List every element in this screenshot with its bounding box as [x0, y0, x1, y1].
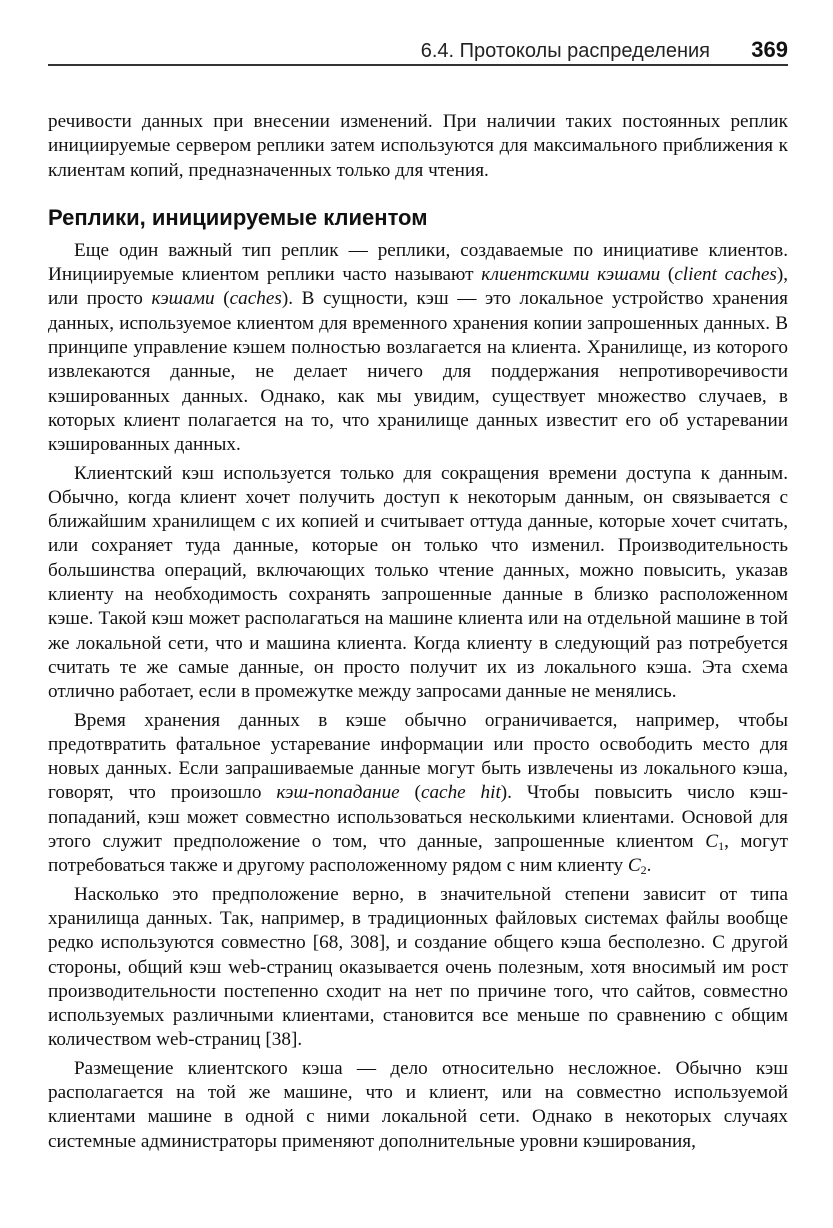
- section-title: 6.4. Протоколы распределения: [420, 40, 710, 62]
- term-italic: кэш-попадание: [276, 782, 400, 804]
- paragraph-continuation: речивости данных при внесении изменений. При наличии таких постоянных реплик инициируемые сервером реплики затем используются для максимального приближения к клиентам копий, предназначенных только для чтения.: [48, 111, 788, 181]
- section-heading: Реплики, инициируемые клиентом: [48, 204, 428, 230]
- text-run: .: [646, 855, 652, 877]
- text-run: ). Чтобы повысить число кэш-попаданий, кэш может совместно использоваться несколькими клиентами. Основой для этого служит предположение о том, что данные, запрошенные клиентом: [48, 782, 789, 853]
- paragraph-3: [48, 709, 788, 879]
- text-run: (: [399, 782, 421, 804]
- header-divider: [48, 64, 788, 66]
- page-number: 369: [751, 37, 788, 62]
- running-header: [48, 36, 788, 66]
- client-subscript: 2: [640, 863, 647, 878]
- term-italic: client caches: [674, 264, 777, 286]
- term-italic: caches: [229, 288, 282, 310]
- text-run: ), или просто: [48, 264, 789, 310]
- term-italic: кэшами: [151, 288, 215, 310]
- text-run: (: [660, 264, 675, 286]
- term-italic: клиентскими кэшами: [481, 264, 661, 286]
- client-symbol: C: [705, 831, 719, 853]
- text-run: Еще один важный тип реплик — реплики, создаваемые по инициативе клиентов. Инициируемые клиентом реплики часто называют: [48, 239, 788, 286]
- paragraph-2: Клиентский кэш используется только для сокращения времени доступа к данным. Обычно, когда клиент хочет получить доступ к некоторым данным, он связывается с ближайшим хранилищем с их копией и считывает оттуда данные, которые хочет считать, или сохраняет туда данные, которые он только что изменил. Производительность большинства операций, включающих только чтение данных, можно повысить, указав клиенту на необходимость сохранять запрошенные данные в близко расположенном кэше. Такой кэш может располагаться на машине клиента или на отдельной машине в той же локальной сети, что и машина клиента. Когда клиенту в следующий раз потребуется считать те же самые данные, он просто получит их из локального кэша. Эта схема отлично работает, если в промежутке между запросами данные не менялись.: [48, 462, 788, 703]
- paragraph-5: Размещение клиентского кэша — дело относительно несложное. Обычно кэш располагается на той же машине, что и клиент, или на совместно используемой клиентами машине в одной с ними локальной сети. Однако в некоторых случаях системные администраторы применяют дополнительные уровни кэширования,: [48, 1057, 788, 1152]
- text-run: (: [214, 288, 230, 310]
- term-italic: cache hit: [420, 782, 501, 804]
- paragraph-4: Насколько это предположение верно, в значительной степени зависит от типа хранилища данных. Так, например, в традиционных файловых системах файлы вообще редко используются совместно [68, 308], и создание общего кэша бесполезно. С другой стороны, общий кэш web-страниц оказывается очень полезным, хотя вносимый им рост производительности постепенно сходит на нет по причине того, что сайтов, совместно используемых различными клиентами, становится все меньше по сравнению с общим количеством web-страниц [38].: [48, 883, 788, 1051]
- text-run: Время хранения данных в кэше обычно ограничивается, например, чтобы предотвратить фатальное устаревание информации или просто освободить место для новых данных. Если запрашиваемые данные могут быть извлечены из локального кэша, говорят, что произошло: [48, 709, 788, 804]
- client-symbol: C: [627, 855, 641, 877]
- paragraph-1: [48, 239, 788, 458]
- text-run: ). В сущности, кэш — это локальное устройство хранения данных, используемое клиентом для временного хранения копии запрошенных данных. В принципе управление кэшем полностью возлагается на клиента. Хранилище, из которого извлекаются данные, не делает ничего для поддержания непротиворечивости кэшированных данных. Однако, как мы увидим, существует множество случаев, в которых клиент полагается на то, что хранилище данных известит его об устаревании кэшированных данных.: [48, 288, 789, 456]
- page-body: [48, 110, 788, 1154]
- client-subscript: 1: [718, 839, 725, 854]
- text-run: , могут потребоваться также и другому расположенному рядом с ним клиенту: [48, 831, 788, 877]
